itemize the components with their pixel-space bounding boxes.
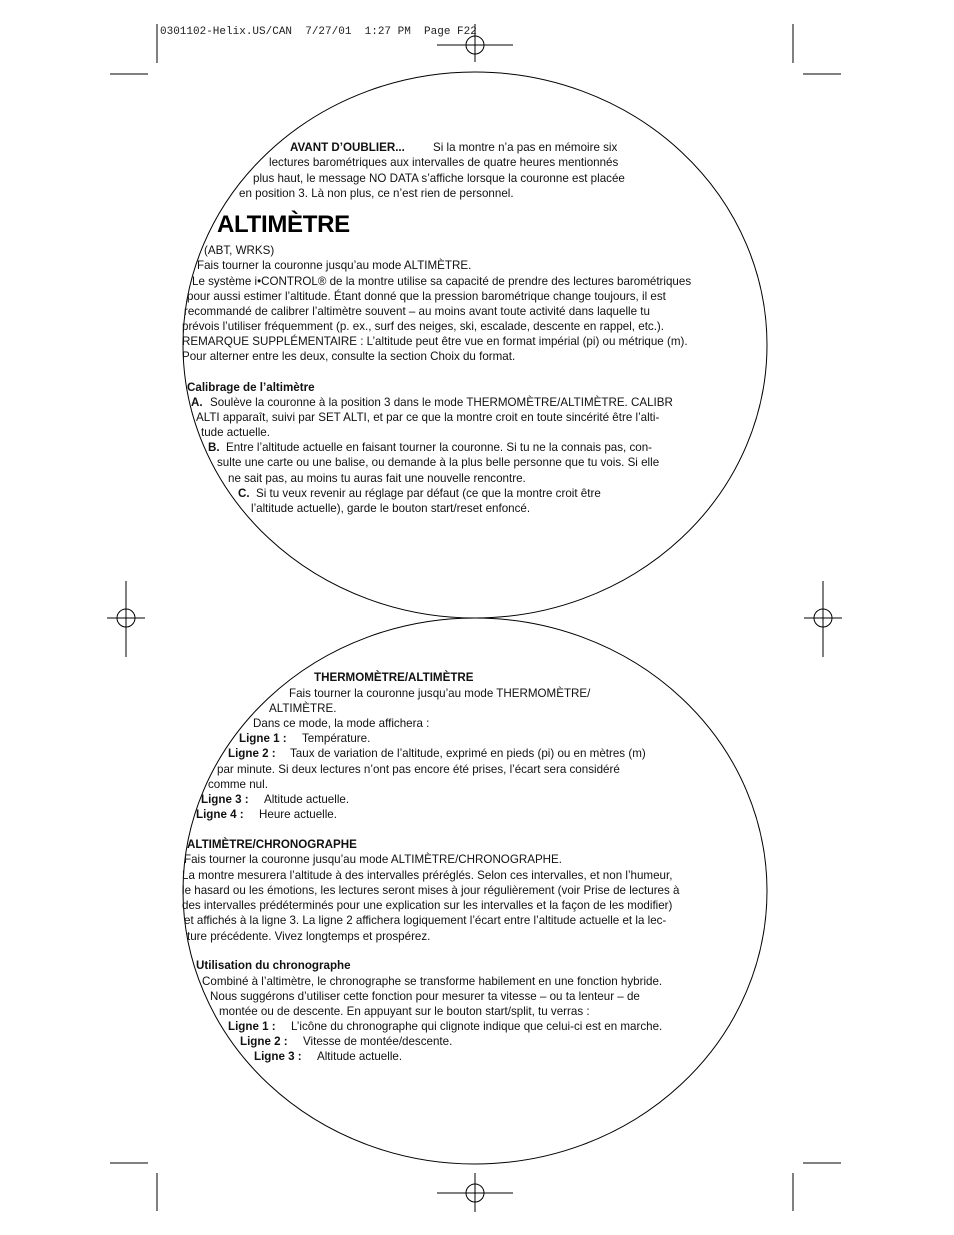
usage-row-label: Ligne 1 : — [228, 1020, 276, 1033]
thermo-row-label: Ligne 3 : — [201, 793, 249, 806]
page-title: ALTIMÈTRE — [217, 211, 350, 238]
intro-line: Si la montre n’a pas en mémoire six — [433, 141, 618, 154]
usage-row-text: Altitude actuelle. — [317, 1050, 403, 1063]
body-line: recommandé de calibrer l’altimètre souvent – au moins avant toute activité dans laquelle tu — [184, 305, 650, 318]
thermo-row-text: Altitude actuelle. — [264, 793, 350, 806]
body-line: Pour alterner entre les deux, consulte la section Choix du format. — [182, 350, 516, 363]
usage-row-text: Vitesse de montée/descente. — [303, 1035, 453, 1048]
thermo-row-text: Taux de variation de l’altitude, exprimé en pieds (pi) ou en mètres (m) — [290, 747, 646, 760]
body-line: (ABT, WRKS) — [204, 244, 275, 257]
step-label-b: B. — [208, 441, 220, 454]
thermo-heading: THERMOMÈTRE/ALTIMÈTRE — [314, 671, 474, 684]
thermo-row-label: Ligne 4 : — [196, 808, 244, 821]
usage-line: montée ou de descente. En appuyant sur le bouton start/split, tu verras : — [219, 1005, 590, 1018]
step-c-line: l’altitude actuelle), garde le bouton start/reset enfoncé. — [251, 502, 531, 515]
thermo-row-label: Ligne 2 : — [228, 747, 276, 760]
registration-target-bottom — [437, 1173, 513, 1212]
slug-line: 0301102-Helix.US/CAN 7/27/01 1:27 PM Page F22 — [160, 26, 477, 38]
step-b-line: ne sait pas, au moins tu auras fait une nouvelle rencontre. — [228, 472, 526, 485]
thermo-row-label: Ligne 1 : — [239, 732, 287, 745]
step-b-line: Entre l’altitude actuelle en faisant tourner la couronne. Si tu ne la connais pas, con- — [226, 441, 653, 454]
body-line: prévois l’utiliser fréquemment (p. ex., surf des neiges, ski, escalade, descente en rappel, etc.). — [182, 320, 665, 333]
thermo-line: Fais tourner la couronne jusqu’au mode THERMOMÈTRE/ — [289, 687, 591, 700]
chrono-line: des intervalles prédéterminés pour une explication sur les intervalles et la façon de les modifier) — [182, 899, 673, 912]
intro-line: plus haut, le message NO DATA s’affiche lorsque la couronne est placée — [253, 172, 625, 185]
chrono-line: Fais tourner la couronne jusqu’au mode ALTIMÈTRE/CHRONOGRAPHE. — [184, 853, 563, 866]
usage-row-label: Ligne 2 : — [240, 1035, 288, 1048]
step-b-line: sulte une carte ou une balise, ou demande à la plus belle personne que tu vois. Si elle — [217, 456, 660, 469]
body-line: Fais tourner la couronne jusqu’au mode ALTIMÈTRE. — [197, 259, 472, 272]
usage-row-text: L’icône du chronographe qui clignote indique que celui-ci est en marche. — [291, 1020, 663, 1033]
body-line: REMARQUE SUPPLÉMENTAIRE : L’altitude peut être vue en format impérial (pi) ou métrique (m). — [182, 335, 688, 348]
chronograph-usage-heading: Utilisation du chronographe — [196, 959, 351, 972]
chrono-line: ture précédente. Vivez longtemps et prospérez. — [187, 930, 431, 943]
body-line: Le système i•CONTROL® de la montre utilise sa capacité de prendre des lectures barométriques — [192, 275, 692, 288]
step-a-line: Soulève la couronne à la position 3 dans le mode THERMOMÈTRE/ALTIMÈTRE. CALIBR — [210, 396, 673, 409]
usage-row-label: Ligne 3 : — [254, 1050, 302, 1063]
intro-line: en position 3. Là non plus, ce n’est rien de personnel. — [239, 187, 514, 200]
thermo-row-text: Heure actuelle. — [259, 808, 337, 821]
thermo-row-text: par minute. Si deux lectures n’ont pas encore été prises, l’écart sera considéré — [217, 763, 620, 776]
chrono-line: et affichés à la ligne 3. La ligne 2 affichera logiquement l’écart entre l’altitude actuelle et la lec- — [184, 914, 667, 927]
step-a-line: ALTI apparaît, suivi par SET ALTI, et par ce que la montre croit en toute sincérité être l’alti- — [196, 411, 660, 424]
step-a-line: tude actuelle. — [201, 426, 270, 439]
intro-line: lectures barométriques aux intervalles de quatre heures mentionnés — [269, 156, 619, 169]
usage-line: Nous suggérons d’utiliser cette fonction pour mesurer ta vitesse – ou ta lenteur – de — [210, 990, 640, 1003]
registration-target-left — [107, 581, 145, 657]
registration-target-right — [804, 581, 842, 657]
intro-bold-label: AVANT D’OUBLIER... — [290, 141, 405, 154]
thermo-row-text: comme nul. — [208, 778, 268, 791]
body-line: pour aussi estimer l’altitude. Étant donné que la pression barométrique change toujours, il est — [187, 290, 666, 303]
step-label-a: A. — [191, 396, 203, 409]
chrono-line: La montre mesurera l’altitude à des intervalles préréglés. Selon ces intervalles, et non l’humeur, — [182, 869, 673, 882]
calibration-heading: Calibrage de l’altimètre — [187, 381, 315, 394]
chrono-line: le hasard ou les émotions, les lectures seront mises à jour régulièrement (voir Prise de lectures à — [182, 884, 680, 897]
chrono-heading: ALTIMÈTRE/CHRONOGRAPHE — [187, 838, 357, 851]
step-label-c: C. — [238, 487, 250, 500]
thermo-line: ALTIMÈTRE. — [269, 702, 337, 715]
thermo-row-text: Température. — [302, 732, 371, 745]
thermo-line: Dans ce mode, la mode affichera : — [253, 717, 430, 730]
usage-line: Combiné à l’altimètre, le chronographe se transforme habilement en une fonction hybride. — [202, 975, 663, 988]
step-c-line: Si tu veux revenir au réglage par défaut (ce que la montre croit être — [256, 487, 601, 500]
